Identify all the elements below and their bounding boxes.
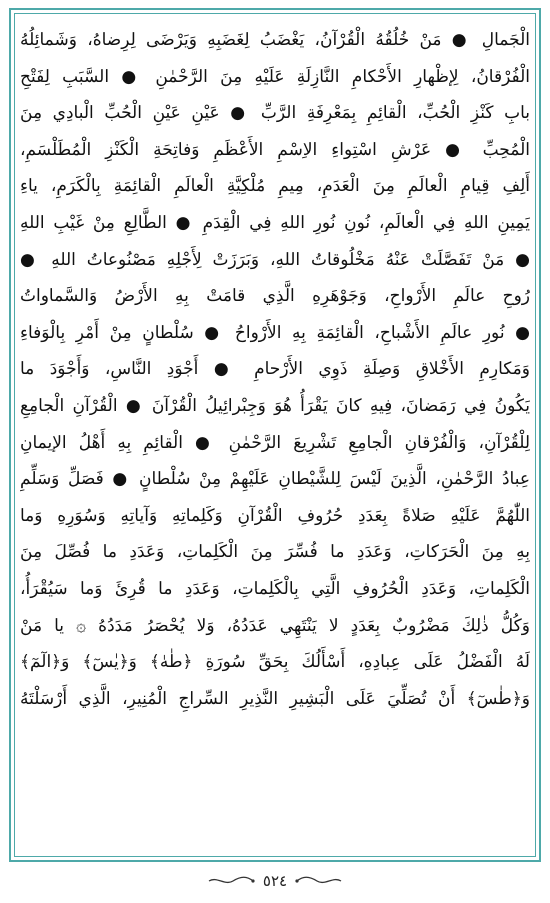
- text-line: يَمِينِ اللهِ فِي الْعالَمِ، نُونِ نُورِ اللهِ فِي الْقِدَمِ ● الطَّالِعِ مِنْ غَيْبِ اللهِ: [20, 212, 530, 233]
- page-number: ٥٢٤: [262, 872, 288, 890]
- text-line: لَهُ الْفَضْلُ عَلَى عِبادِهِ، أَسْأَلُكَ بِحَقِّ سُورَةِ ﴿طٰهٰ﴾ وَ﴿يٰسٓ﴾ وَ﴿الٓمٓ﴾: [20, 652, 530, 673]
- text-line: أَلِفِ قِيامِ الْعالَمِ مِنَ الْعَدَمِ، مِيمِ مُلْكِيَّةِ الْعالَمِ الْقائِمَةِ بِالْكَرَمِ، ياءِ: [20, 176, 530, 197]
- ornament-left-icon: [207, 875, 255, 887]
- text-body: [20, 22, 530, 717]
- text-line: اللّٰهُمَّ عَلَيْهِ صَلاةً بِعَدَدِ حُرُوفِ الْقُرْآنِ وَكَلِماتِهِ وَآياتِهِ وَسُوَرِهِ وَما: [20, 505, 530, 526]
- text-line: الْجَمالِ ● مَنْ خُلُقُهُ الْقُرْآنُ، يَغْضَبُ لِغَضَبِهِ وَيَرْضَى لِرِضاهُ، وَشَمائِلُهُ: [20, 30, 530, 50]
- text-line: وَ﴿طٰسٓ﴾ أَنْ تُصَلِّيَ عَلَى الْبَشِيرِ النَّذِيرِ السِّراجِ الْمُنِيرِ، الَّذِي أَرْسَلْتَهُ: [20, 688, 530, 709]
- text-line: ● نُورِ عالَمِ الأَشْباحِ، الْقائِمَةِ بِهِ الأَرْواحُ ● سُلْطانٍ مِنْ أَمْرِ بِالْوَفاءِ: [20, 322, 530, 343]
- text-line: الْكَلِماتِ، وَعَدَدِ الْحُرُوفِ الَّتِي بِالْكَلِماتِ، وَعَدَدِ ما قُرِئَ وَما سَيُقْرَأُ،: [20, 578, 530, 599]
- text-line: لِلْقُرْآنِ، وَالْفُرْقانِ الْجامِعِ تَشْرِيعَ الرَّحْمٰنِ ● الْقائِمِ بِهِ أَهْلُ الإيمانِ: [20, 432, 530, 453]
- text-line: وَمَكارِمِ الأَخْلاقِ وَصِلَةِ ذَوِي الأَرْحامِ ● أَجْوَدِ النَّاسِ، وَأَجْوَدَ ما: [20, 359, 530, 380]
- text-line: ● مَنْ تَفَصَّلَتْ عَنْهُ مَخْلُوقاتُ اللهِ، وَبَرَزَتْ لِأَجْلِهِ مَصْنُوعاتُ اللهِ ●: [20, 249, 530, 270]
- text-line: بِهِ مِنَ الْحَرَكاتِ، وَعَدَدِ ما فُسِّرَ مِنَ الْكَلِماتِ، وَعَدَدِ ما فُصِّلَ مِنَ: [20, 542, 530, 563]
- text-line: يَكُونُ فِي رَمَضانَ، فِيهِ كانَ يَقْرَأُ هُوَ وَجِبْرائِيلُ الْقُرْآنَ ● الْقُرْآنِ الْجامِعِ: [20, 395, 530, 416]
- page-footer: [0, 868, 550, 894]
- text-line: بابِ كَنْزِ الْحُبِّ، الْقائِمِ بِمَعْرِفَةِ الرَّبِّ ● عَيْنِ عَيْنِ الْحُبِّ الْبادِي مِنَ: [20, 103, 530, 124]
- text-line: رُوحِ عالَمِ الأَرْواحِ، وَجَوْهَرِهِ الَّذِي قامَتْ بِهِ الأَرْضُ وَالسَّماواتُ: [20, 286, 530, 307]
- text-line: وَكُلُّ ذٰلِكَ مَضْرُوبٌ بِعَدَدٍ لا يَنْتَهِي عَدَدُهُ، وَلا يُحْصَرُ مَدَدُهُ ۞ يا مَنْ: [20, 615, 530, 636]
- text-line: الْفُرْقانُ، لِإظْهارِ الأَحْكامِ النَّازِلَةِ عَلَيْهِ مِنَ الرَّحْمٰنِ ● السَّبَبِ لِفَتْحِ: [20, 66, 530, 87]
- ornament-right-icon: [295, 875, 343, 887]
- text-line: عِبادُ الرَّحْمٰنِ، الَّذِينَ لَيْسَ لِلشَّيْطانِ عَلَيْهِمْ مِنْ سُلْطانٍ ● فَصَلِّ وَسَلِّمِ: [20, 469, 530, 490]
- text-line: الْمُحِبِّ ● عَرْشِ اسْتِواءِ الاِسْمِ الأَعْظَمِ وَفاتِحَةِ الْكَنْزِ الْمُطَلْسَمِ،: [20, 139, 530, 160]
